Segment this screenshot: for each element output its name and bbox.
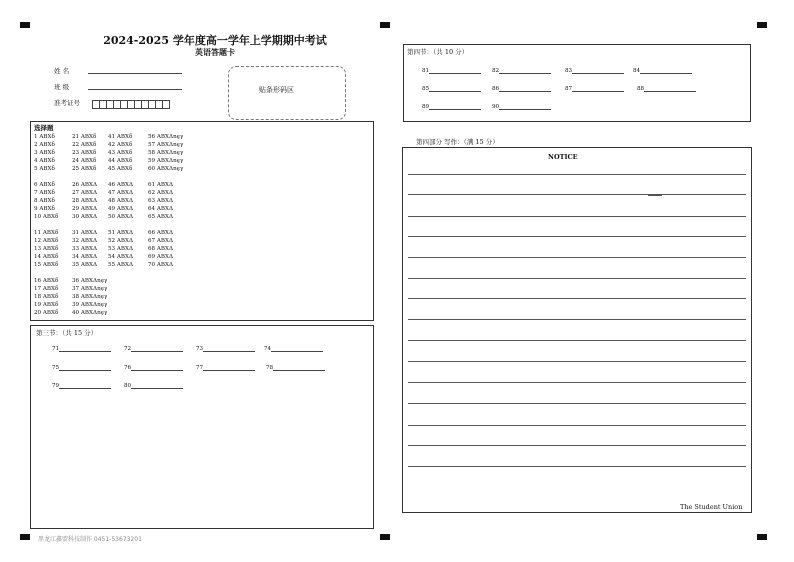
id-digit-box[interactable] [162,100,170,109]
mc-question-item[interactable]: 39 ABXΔnȩγ [72,302,108,308]
writing-line[interactable] [408,445,746,446]
blank-answer-field[interactable] [264,346,323,352]
blank-number: 84 [633,68,641,74]
writing-line[interactable] [408,216,746,217]
writing-box [402,147,752,513]
writing-heading: NOTICE [548,153,578,161]
mc-question-item[interactable]: 65 ABXΔ [148,214,174,220]
blank-answer-field[interactable] [422,104,481,110]
mc-question-item[interactable]: 41 ABXδ [108,134,133,140]
mc-section-title: 选择题 [34,124,54,132]
blank-answer-field[interactable] [196,365,255,371]
blank-line[interactable] [59,351,111,352]
mc-question-item[interactable]: 51 ABXΔ [108,230,134,236]
blank-line[interactable] [572,73,624,74]
blank-answer-field[interactable] [637,86,696,92]
barcode-sticker-label: 贴条形码区 [259,86,294,94]
mc-question-item[interactable]: 13 ABXδ [34,246,59,252]
page-subtitle: 英语答题卡 [195,47,235,57]
blank-answer-field[interactable] [422,68,481,74]
blank-answer-field[interactable] [52,383,111,389]
blank-number: 90 [492,104,500,110]
mc-question-item[interactable]: 37 ABXΔnȩγ [72,286,108,292]
blank-answer-field[interactable] [124,346,183,352]
mc-question-item[interactable]: 6 ABXδ [34,182,55,188]
mc-question-item[interactable]: 29 ABXΔ [72,206,98,212]
blank-answer-field[interactable] [124,383,183,389]
blank-line[interactable] [499,73,551,74]
mc-question-item[interactable]: 1 ABXδ [34,134,55,140]
mc-question-item[interactable]: 45 ABXδ [108,166,133,172]
blank-answer-field[interactable] [266,365,325,371]
section4-title: 第四节：（共 10 分） [407,48,469,56]
blank-number: 81 [422,68,430,74]
writing-line[interactable] [408,257,746,258]
mc-question-item[interactable]: 49 ABXΔ [108,206,134,212]
mc-question-item[interactable]: 42 ABXδ [108,142,133,148]
registration-mark [380,534,390,540]
mc-question-item[interactable]: 30 ABXΔ [72,214,98,220]
blank-line[interactable] [499,109,551,110]
blank-line[interactable] [273,370,325,371]
blank-number: 72 [124,346,132,352]
mc-question-item[interactable]: 57 ABXΔnȩγ [148,142,184,148]
mc-question-item[interactable]: 16 ABXδ [34,278,59,284]
mc-question-item[interactable]: 8 ABXδ [34,198,55,204]
writing-line[interactable] [408,466,746,467]
mc-question-item[interactable]: 62 ABXΔ [148,190,174,196]
mc-question-item[interactable]: 64 ABXΔ [148,206,174,212]
mc-question-item[interactable]: 20 ABXδ [34,310,59,316]
mc-question-item[interactable]: 66 ABXΔ [148,230,174,236]
blank-line[interactable] [572,91,624,92]
blank-line[interactable] [429,109,481,110]
blank-number: 85 [422,86,430,92]
mc-question-item[interactable]: 67 ABXΔ [148,238,174,244]
mc-question-item[interactable]: 19 ABXδ [34,302,59,308]
mc-question-item[interactable]: 43 ABXδ [108,150,133,156]
blank-number: 78 [266,365,274,371]
blank-number: 71 [52,346,60,352]
blank-number: 76 [124,365,132,371]
blank-answer-field[interactable] [565,68,624,74]
blank-number: 89 [422,104,430,110]
registration-mark [757,22,767,28]
mc-question-item[interactable]: 34 ABXΔ [72,254,98,260]
blank-line[interactable] [203,351,255,352]
mc-question-item[interactable]: 22 ABXδ [72,142,97,148]
mc-question-item[interactable]: 48 ABXΔ [108,198,134,204]
mc-question-item[interactable]: 11 ABXδ [34,230,59,236]
mc-question-item[interactable]: 14 ABXδ [34,254,59,260]
class-label: 班 级 [54,83,70,91]
mc-question-item[interactable]: 68 ABXΔ [148,246,174,252]
registration-mark [757,534,767,540]
writing-line[interactable] [408,361,746,362]
mc-question-item[interactable]: 50 ABXΔ [108,214,134,220]
registration-mark [380,22,390,28]
mc-question-item[interactable]: 2 ABXδ [34,142,55,148]
blank-number: 80 [124,383,132,389]
writing-line[interactable] [408,174,746,175]
blank-line[interactable] [640,73,692,74]
mc-question-item[interactable]: 31 ABXΔ [72,230,98,236]
mc-question-item[interactable]: 26 ABXΔ [72,182,98,188]
blank-number: 75 [52,365,60,371]
barcode-sticker-area [228,66,346,120]
mc-question-item[interactable]: 55 ABXΔ [108,262,134,268]
blank-number: 79 [52,383,60,389]
blank-answer-field[interactable] [633,68,692,74]
mc-question-item[interactable]: 52 ABXΔ [108,238,134,244]
mc-question-item[interactable]: 32 ABXΔ [72,238,98,244]
blank-line[interactable] [644,91,696,92]
blank-number: 83 [565,68,573,74]
mc-question-item[interactable]: 17 ABXδ [34,286,59,292]
mc-question-item[interactable]: 9 ABXδ [34,206,55,212]
mc-question-item[interactable]: 58 ABXΔnȩγ [148,150,184,156]
blank-line[interactable] [499,91,551,92]
mc-question-item[interactable]: 60 ABXΔnȩγ [148,166,184,172]
blank-line[interactable] [429,73,481,74]
blank-answer-field[interactable] [52,365,111,371]
mc-question-item[interactable]: 27 ABXΔ [72,190,98,196]
mc-question-item[interactable]: 25 ABXδ [72,166,97,172]
blank-line[interactable] [429,91,481,92]
blank-line[interactable] [203,370,255,371]
mc-question-item[interactable]: 4 ABXδ [34,158,55,164]
registration-mark [20,534,30,540]
mc-question-item[interactable]: 24 ABXδ [72,158,97,164]
blank-answer-field[interactable] [565,86,624,92]
blank-answer-field[interactable] [196,346,255,352]
blank-line[interactable] [271,351,323,352]
mc-question-item[interactable]: 46 ABXΔ [108,182,134,188]
mc-question-item[interactable]: 56 ABXΔnȩγ [148,134,184,140]
blank-answer-field[interactable] [124,365,183,371]
mc-question-item[interactable]: 38 ABXΔnȩγ [72,294,108,300]
mc-question-item[interactable]: 21 ABXδ [72,134,97,140]
mc-question-item[interactable]: 35 ABXΔ [72,262,98,268]
blank-number: 74 [264,346,272,352]
mc-question-item[interactable]: 47 ABXΔ [108,190,134,196]
writing-line[interactable] [408,278,746,279]
blank-line[interactable] [59,388,111,389]
writing-line[interactable] [408,382,746,383]
mc-question-item[interactable]: 44 ABXδ [108,158,133,164]
footer-credit: 黑龙江鑫盟科技制作 0451-53673201 [38,536,142,543]
writing-dash [648,403,662,404]
blank-answer-field[interactable] [492,68,551,74]
blank-answer-field[interactable] [492,104,551,110]
name-label: 姓 名 [54,67,70,75]
mc-question-item[interactable]: 3 ABXδ [34,150,55,156]
mc-question-item[interactable]: 15 ABXδ [34,262,59,268]
blank-line[interactable] [131,351,183,352]
mc-question-item[interactable]: 10 ABXδ [34,214,59,220]
writing-signature: The Student Union [680,503,743,511]
writing-line[interactable] [408,403,746,404]
blank-number: 88 [637,86,645,92]
writing-line[interactable] [408,319,746,320]
blank-answer-field[interactable] [422,86,481,92]
blank-answer-field[interactable] [492,86,551,92]
mc-question-item[interactable]: 5 ABXδ [34,166,55,172]
mc-question-item[interactable]: 12 ABXδ [34,238,59,244]
mc-question-item[interactable]: 36 ABXΔnȩγ [72,278,108,284]
mc-question-item[interactable]: 61 ABXΔ [148,182,174,188]
section3-box [30,325,374,529]
mc-question-item[interactable]: 69 ABXΔ [148,254,174,260]
writing-line[interactable] [408,340,746,341]
class-field[interactable] [88,89,182,90]
blank-number: 87 [565,86,573,92]
blank-line[interactable] [131,388,183,389]
mc-question-item[interactable]: 53 ABXΔ [108,246,134,252]
page-title: 2024-2025 学年度高一学年上学期期中考试 [103,34,327,47]
writing-line[interactable] [408,425,746,426]
id-label: 准考证号 [54,99,80,107]
blank-number: 86 [492,86,500,92]
mc-question-item[interactable]: 54 ABXΔ [108,254,134,260]
blank-answer-field[interactable] [52,346,111,352]
mc-question-item[interactable]: 63 ABXΔ [148,198,174,204]
writing-line[interactable] [408,194,746,195]
blank-line[interactable] [59,370,111,371]
mc-question-item[interactable]: 18 ABXδ [34,294,59,300]
mc-question-item[interactable]: 40 ABXΔnȩγ [72,310,108,316]
mc-question-item[interactable]: 33 ABXΔ [72,246,98,252]
blank-number: 77 [196,365,204,371]
writing-dash [648,195,662,196]
mc-question-item[interactable]: 28 ABXΔ [72,198,98,204]
writing-line[interactable] [408,236,746,237]
name-field[interactable] [88,73,182,74]
section3-title: 第三节：（共 15 分） [36,329,98,337]
mc-question-item[interactable]: 7 ABXδ [34,190,55,196]
id-number-boxes[interactable] [92,100,169,109]
registration-mark [20,22,30,28]
writing-line[interactable] [408,298,746,299]
blank-number: 73 [196,346,204,352]
blank-line[interactable] [131,370,183,371]
blank-number: 82 [492,68,500,74]
mc-question-item[interactable]: 70 ABXΔ [148,262,174,268]
mc-question-item[interactable]: 23 ABXδ [72,150,97,156]
mc-question-item[interactable]: 59 ABXΔnȩγ [148,158,184,164]
writing-title: 第四部分 写作：（满 15 分） [416,138,499,146]
